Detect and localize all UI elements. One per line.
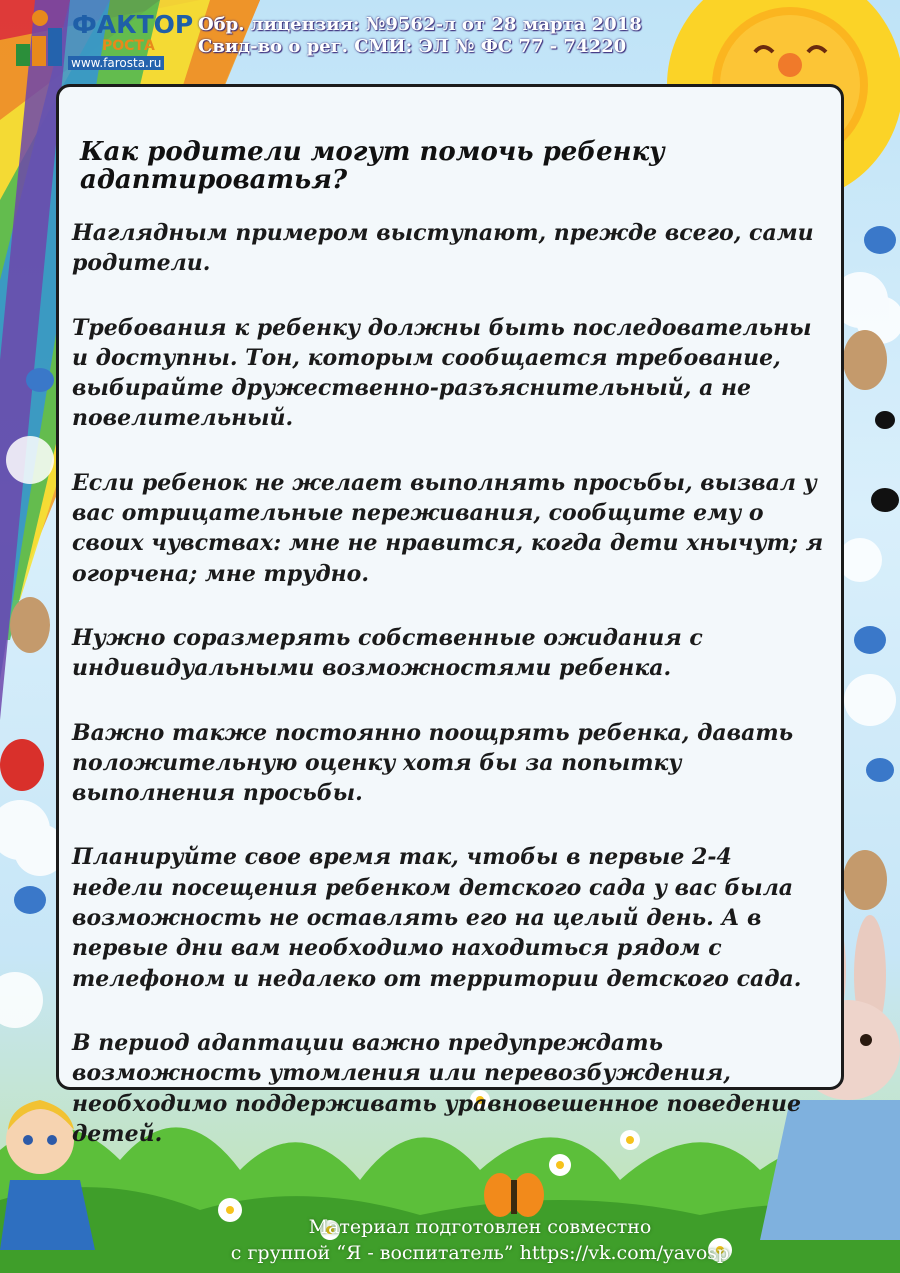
article-title: Как родители могут помочь ребенку адаптироватья?: [80, 137, 665, 195]
brand-name: ФАКТОР: [72, 10, 194, 39]
article-paragraph: Важно также постоянно поощрять ребенка, давать положительную оценку хотя бы за попытку выполнения просьбы.: [72, 719, 794, 807]
brand-subname: РОСТА: [102, 38, 155, 54]
article: [72, 138, 827, 1183]
article-paragraph: В период адаптации важно предупреждать возможность утомления или перевозбуждения, необходимо поддерживать уравновешенное поведение детей.: [72, 1029, 801, 1147]
article-paragraph: Наглядным примером выступают, прежде всего, сами родители.: [72, 220, 814, 277]
footer-credit: [200, 1214, 760, 1266]
footer-line-2: с группой “Я - воспитатель” https://vk.com/yavosp: [230, 1242, 730, 1264]
brand-logo[interactable]: [14, 8, 194, 74]
logo-figure-icon: [14, 8, 66, 68]
license-line-1: Обр. лицензия: №9562-л от 28 марта 2018: [198, 14, 642, 35]
article-paragraph: Требования к ребенку должны быть последовательны и доступны. Тон, которым сообщается требование, выбирайте дружественно-разъяснительный, а не повелительный.: [72, 314, 812, 432]
article-paragraph: Если ребенок не желает выполнять просьбы, вызвал у вас отрицательные переживания, сообщите ему о своих чувствах: мне не нравится, когда дети хнычут; я огорчена; мне трудно.: [72, 469, 824, 587]
article-paragraph: Планируйте свое время так, чтобы в первые 2-4 недели посещения ребенком детского сада у вас была возможность не оставлять его на целый день. А в первые дни вам необходимо находиться рядом с телефоном и недалеко от территории детского сада.: [72, 844, 802, 992]
license-line-2: Свид-во о рег. СМИ: ЭЛ № ФС 77 - 74220: [198, 36, 627, 57]
footer-line-1: Материал подготовлен совместно: [308, 1216, 652, 1238]
brand-url-link[interactable]: www.farosta.ru: [68, 56, 164, 70]
article-paragraph: Нужно соразмерять собственные ожидания с индивидуальными возможностями ребенка.: [72, 624, 703, 682]
license-info: [198, 14, 642, 58]
